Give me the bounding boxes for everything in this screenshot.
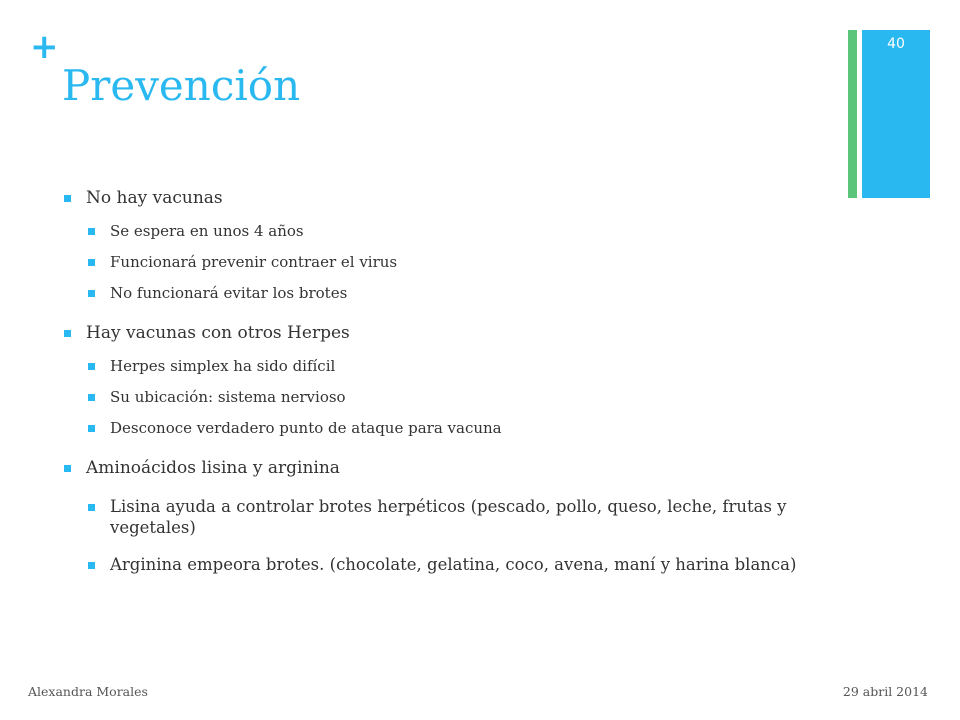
sub-bullet-item	[62, 253, 822, 272]
square-bullet-icon	[88, 259, 95, 266]
sub-bullet-item	[62, 419, 822, 438]
footer-author: Alexandra Morales	[28, 684, 148, 699]
square-bullet-icon	[88, 425, 95, 432]
sub-bullet-item	[62, 284, 822, 303]
sub-bullet-item	[62, 222, 822, 241]
square-bullet-icon	[88, 363, 95, 370]
square-bullet-icon	[88, 290, 95, 297]
accent-bar-blue	[862, 30, 930, 198]
square-bullet-icon	[88, 228, 95, 235]
square-bullet-icon	[64, 330, 71, 337]
bullet-list	[62, 186, 822, 593]
sub-bullet-text: Herpes simplex ha sido difícil	[110, 357, 336, 375]
bullet-group-amino-acids	[62, 456, 822, 575]
sub-bullet-text: Arginina empeora brotes. (chocolate, gelatina, coco, avena, maní y harina blanca)	[110, 555, 797, 574]
square-bullet-icon	[64, 195, 71, 202]
sub-bullet-text: No funcionará evitar los brotes	[110, 284, 348, 302]
sub-bullet-item	[62, 496, 822, 538]
sub-bullet-text: Desconoce verdadero punto de ataque para vacuna	[110, 419, 502, 437]
sub-bullet-text: Su ubicación: sistema nervioso	[110, 388, 346, 406]
square-bullet-icon	[64, 465, 71, 472]
bullet-text: No hay vacunas	[86, 188, 223, 208]
sub-bullet-text: Funcionará prevenir contraer el virus	[110, 253, 398, 271]
bullet-group-vaccines	[62, 186, 822, 303]
sub-bullet-item	[62, 388, 822, 407]
sub-bullet-text: Se espera en unos 4 años	[110, 222, 304, 240]
bullet-text: Aminoácidos lisina y arginina	[86, 458, 340, 478]
bullet-group-herpes	[62, 321, 822, 438]
sub-bullet-item	[62, 357, 822, 376]
plus-icon: +	[30, 27, 59, 67]
slide-number: 40	[887, 36, 905, 52]
footer-date: 29 abril 2014	[842, 684, 928, 699]
square-bullet-icon	[88, 504, 95, 511]
sub-bullet-item	[62, 554, 822, 575]
sub-bullet-text: Lisina ayuda a controlar brotes herpéticos (pescado, pollo, queso, leche, frutas y vegetales)	[110, 497, 787, 537]
accent-bar-green	[848, 30, 857, 198]
square-bullet-icon	[88, 394, 95, 401]
square-bullet-icon	[88, 562, 95, 569]
bullet-item	[62, 186, 822, 210]
slide-title: Prevención	[62, 61, 301, 110]
bullet-item	[62, 321, 822, 345]
bullet-text: Hay vacunas con otros Herpes	[86, 323, 350, 343]
bullet-item	[62, 456, 822, 480]
